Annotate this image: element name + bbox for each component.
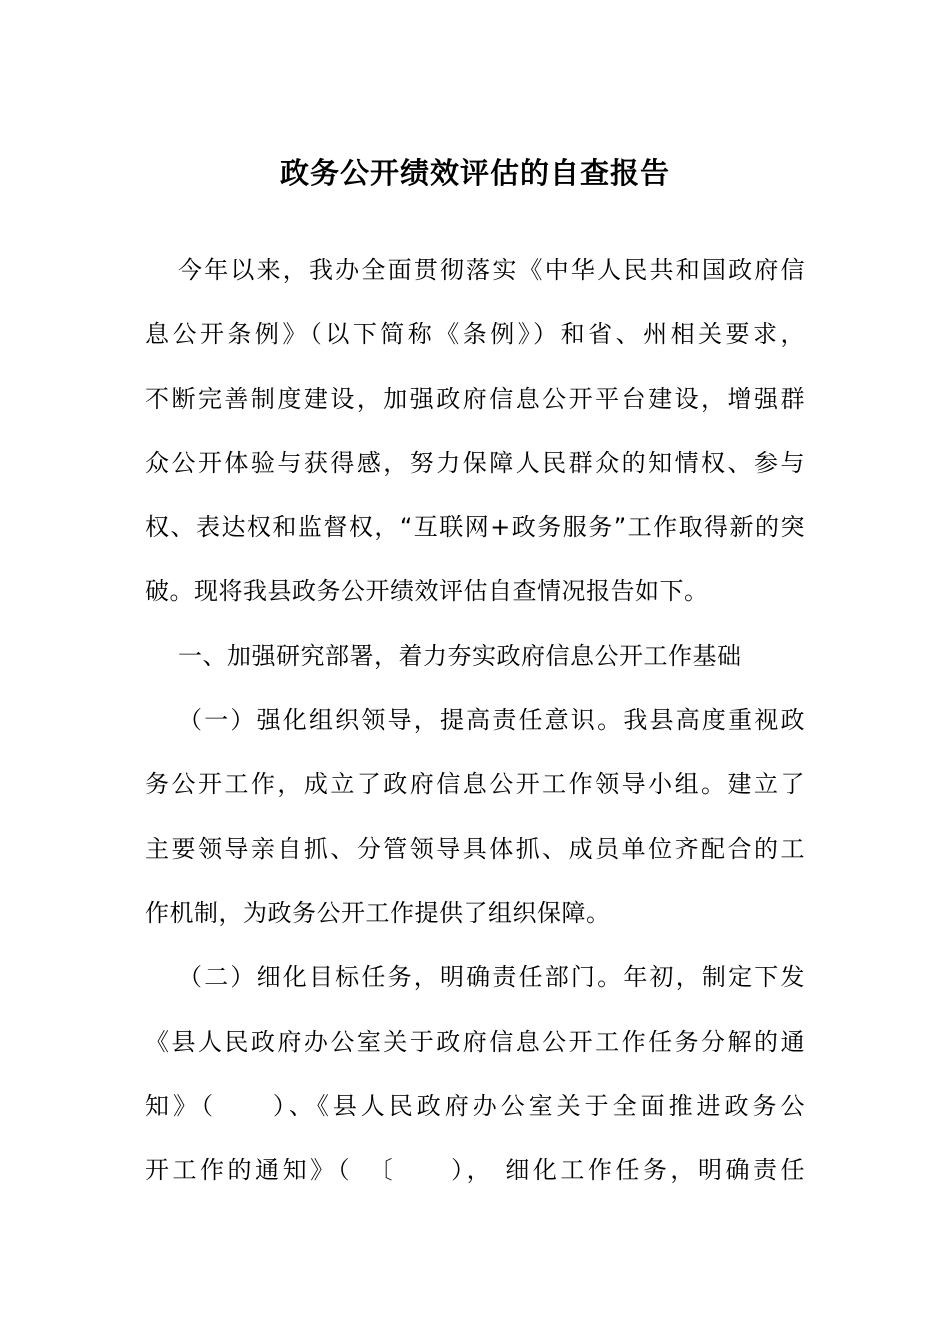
paragraph-line: 开工作的通知》（ 〔 ）， 细化工作任务，明确责任 xyxy=(145,1156,805,1185)
paragraph-line: （一）强化组织领导，提高责任意识。我县高度重视政 xyxy=(178,706,805,735)
document-body xyxy=(145,238,805,1202)
paragraph-line: 不断完善制度建设，加强政府信息公开平台建设，增强群 xyxy=(145,384,805,413)
section-heading: 一、加强研究部署，着力夯实政府信息公开工作基础 xyxy=(178,641,742,670)
paragraph-line: 破。现将我县政务公开绩效评估自查情况报告如下。 xyxy=(145,577,709,606)
paragraph-line: 知》（ ）、《县人民政府办公室关于全面推进政务公 xyxy=(145,1091,805,1120)
paragraph-line: 权、表达权和监督权，“互联网+政务服务”工作取得新的突 xyxy=(145,513,805,542)
paragraph-line: 息公开条例》（以下简称《条例》）和省、州相关要求， xyxy=(145,320,805,349)
paragraph-line: 众公开体验与获得感，努力保障人民群众的知情权、参与 xyxy=(145,448,805,477)
paragraph-line: （二）细化目标任务，明确责任部门。年初，制定下发 xyxy=(178,963,805,992)
paragraph-line: 今年以来，我办全面贯彻落实《中华人民共和国政府信 xyxy=(178,256,805,284)
paragraph-line: 作机制，为政务公开工作提供了组织保障。 xyxy=(145,898,611,927)
document-title: 政务公开绩效评估的自查报告 xyxy=(279,156,670,190)
paragraph-line: 务公开工作，成立了政府信息公开工作领导小组。建立了 xyxy=(145,770,805,799)
paragraph-line: 主要领导亲自抓、分管领导具体抓、成员单位齐配合的工 xyxy=(145,834,805,863)
paragraph-line: 《县人民政府办公室关于政府信息公开工作任务分解的通 xyxy=(145,1027,805,1056)
